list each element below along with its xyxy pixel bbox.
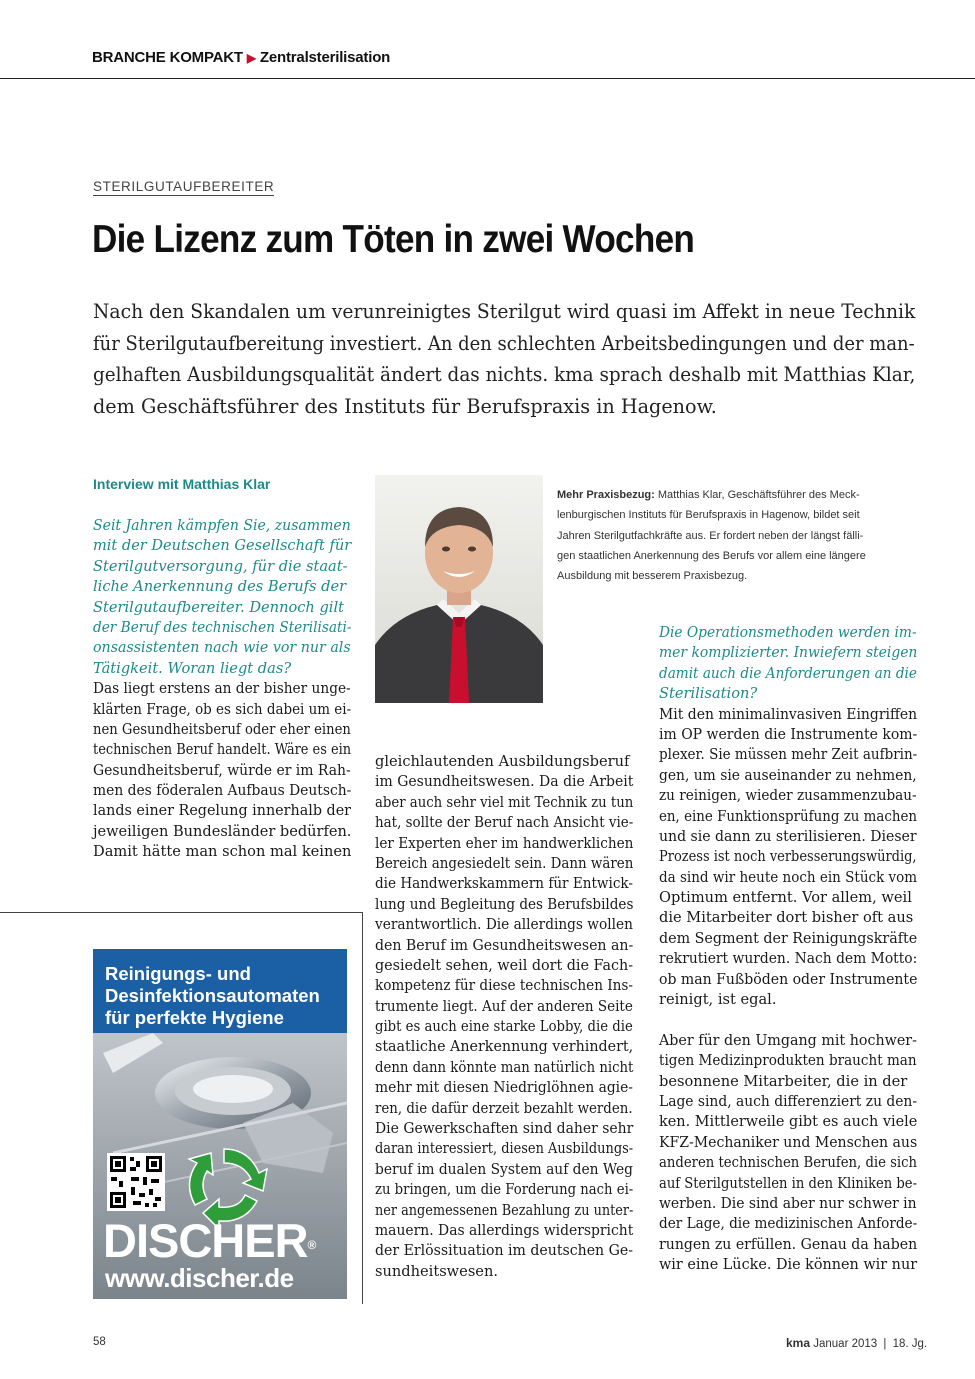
body-line: hat, sollte der Beruf nach Ansicht vie-	[375, 814, 634, 832]
answer-line: und sie dann zu sterilisieren. Dieser	[659, 827, 917, 845]
issue-date: Januar 2013	[813, 1338, 878, 1350]
answer-line: en, eine Funktionsprüfung zu machen	[659, 807, 918, 825]
answer-line: anderen technischen Berufen, die sich	[659, 1154, 918, 1172]
caption-line: lenburgischen Instituts für Berufspraxis in Hagenow, bildet seit	[557, 509, 860, 522]
registered-mark: ®	[307, 1238, 316, 1252]
answer-line: men des föderalen Aufbaus Deutsch-	[93, 782, 352, 800]
answer-line: ob man Fußböden oder Instrumente	[659, 970, 918, 988]
column-1	[93, 516, 351, 863]
body-line: trumente liegt. Auf der anderen Seite	[375, 997, 633, 1015]
answer-line: dem Segment der Reinigungskräfte	[659, 929, 918, 947]
answer-line: im OP werden die Instrumente kom-	[659, 725, 918, 743]
answer-line: Prozess ist noch verbesserungswürdig,	[659, 848, 917, 866]
body-line: gesiedelt sehen, weil dort die Fach-	[375, 956, 634, 974]
body-line: Die Gewerkschaften sind daher sehr	[375, 1120, 634, 1138]
answer-line: besonnene Mitarbeiter, die in der	[659, 1072, 908, 1090]
answer-line: rekrutiert wurden. Nach dem Motto:	[659, 950, 918, 968]
caption-line: Matthias Klar, Geschäftsführer des Meck-	[654, 489, 860, 501]
running-header	[92, 49, 390, 66]
ad-frame-right	[362, 912, 363, 1304]
answer-line: klärten Frage, ob es sich dabei um ei-	[93, 700, 352, 718]
question-line: Seit Jahren kämpfen Sie, zusammen	[93, 517, 351, 534]
lead-line: Nach den Skandalen um verunreinigtes Sterilgut wird quasi im Affekt in neue Technik	[93, 300, 916, 323]
question-line: der Beruf des technischen Sterilisati-	[93, 618, 352, 636]
body-line: staatliche Anerkennung verhindert,	[375, 1038, 634, 1056]
caption-line: Jahren Sterilgutfachkräfte aus. Er fordert neben der längst fälli-	[557, 529, 864, 542]
answer-line: jeweiligen Bundesländer bedürfen.	[93, 822, 352, 840]
body-line: den Beruf im Gesundheitswesen an-	[375, 936, 634, 954]
portrait-photo	[375, 475, 543, 703]
lead-line: gelhaften Ausbildungsqualität ändert das nichts. kma sprach deshalb mit Matthias Klar,	[93, 363, 916, 386]
page-number: 58	[93, 1336, 106, 1348]
answer-line: wir eine Lücke. Die können wir nur	[659, 1256, 918, 1274]
answer-line: ken. Mittlerweile gibt es auch viele	[659, 1113, 918, 1131]
body-line: sundheitswesen.	[375, 1262, 498, 1280]
body-line: verantwortlich. Die allerdings wollen	[375, 916, 633, 934]
column-3	[659, 623, 917, 1276]
interview-label: Interview mit Matthias Klar	[93, 476, 271, 492]
footer-separator: |	[883, 1338, 887, 1350]
answer-line: da sind wir heute noch ein Stück vom	[659, 868, 918, 886]
body-line: der Erlössituation im deutschen Ge-	[375, 1242, 633, 1260]
answer-line: lands einer Regelung innerhalb der	[93, 802, 352, 820]
paragraph-gap	[659, 1010, 917, 1030]
answer-line: Lage sind, auch differenziert zu den-	[659, 1092, 918, 1110]
body-line: lung und Begleitung des Berufsbildes	[375, 895, 634, 913]
topic-name: Zentralsterilisation	[259, 49, 391, 66]
answer-line: reinigt, ist egal.	[659, 991, 777, 1009]
ad-brand-logo	[103, 1214, 316, 1267]
answer-line: nen Gesundheitsberuf oder eher einen	[93, 720, 351, 738]
answer-line: zu reinigen, wieder zusammenzubau-	[659, 787, 917, 805]
answer-line: tigen Medizinprodukten braucht man	[659, 1052, 917, 1070]
question-line: liche Anerkennung des Berufs der	[93, 578, 347, 596]
body-line: mehr mit diesen Niedriglöhnen agie-	[375, 1079, 633, 1097]
body-line: ler Experten eher im handwerklichen	[375, 834, 634, 852]
header-rule	[0, 78, 975, 79]
question-line: mit der Deutschen Gesellschaft für	[93, 537, 352, 555]
ad-url-link[interactable]: www.discher.de	[105, 1263, 294, 1293]
question-line: onsassistenten nach wie vor nur als	[93, 639, 351, 657]
answer-line: der Lage, die medizinischen Anforde-	[659, 1215, 918, 1233]
body-line: zu bringen, um die Forderung nach ei-	[375, 1181, 634, 1199]
question-line: Tätigkeit. Woran liegt das?	[93, 659, 292, 677]
body-line: denn dann könnte man natürlich nicht	[375, 1058, 634, 1076]
article-title: Die Lizenz zum Töten in zwei Wochen	[92, 218, 695, 261]
body-line: ren, die dafür derzeit bezahlt werden.	[375, 1099, 633, 1117]
answer-line: Mit den minimalinvasiven Eingriffen	[659, 705, 918, 723]
body-line: gibt es auch eine starke Lobby, die die	[375, 1018, 633, 1036]
question-line: Sterilgutaufbereiter. Dennoch gilt	[93, 598, 345, 616]
caption-line: Ausbildung mit besserem Praxisbezug.	[557, 570, 748, 583]
body-line: aber auch sehr viel mit Technik zu tun	[375, 793, 634, 811]
discher-advertisement[interactable]	[93, 949, 347, 1299]
question-line: damit auch die Anforderungen an die	[659, 664, 917, 682]
ad-headline-line: Desinfektionsautomaten	[105, 985, 320, 1006]
answer-line: Aber für den Umgang mit hochwer-	[659, 1031, 917, 1049]
answer-line: Damit hätte man schon mal keinen	[93, 843, 352, 861]
question-line: mer komplizierter. Inwiefern steigen	[659, 644, 918, 662]
body-line: gleichlautenden Ausbildungsberuf	[375, 753, 630, 770]
ad-brand-name: DISCHER	[103, 1214, 308, 1267]
answer-line: Das liegt erstens an der bisher unge-	[93, 680, 351, 698]
answer-line: auf Sterilgutstellen in den Kliniken be-	[659, 1174, 918, 1192]
footer-right	[786, 1336, 927, 1350]
body-line: kompetenz für diese technischen Ins-	[375, 977, 633, 995]
article-lead	[93, 296, 916, 422]
answer-line: Gesundheitsberuf, würde er im Rah-	[93, 761, 351, 779]
body-line: Bereich angesiedelt sein. Dann wären	[375, 854, 634, 872]
question-line: Sterilisation?	[659, 685, 758, 703]
body-line: mauern. Das allerdings widerspricht	[375, 1221, 634, 1239]
lead-line: für Sterilgutaufbereitung investiert. An den schlechten Arbeitsbedingungen und der man-	[93, 331, 915, 355]
answer-line: plexer. Sie müssen mehr Zeit aufbrin-	[659, 746, 918, 764]
body-line: daran interessiert, diesen Ausbildungs-	[375, 1140, 634, 1158]
answer-line: technischen Beruf handelt. Wäre es ein	[93, 741, 352, 759]
arrow-right-icon: ▶	[246, 51, 256, 65]
caption-line: gen staatlichen Anerkennung des Berufs vor allem eine längere	[557, 549, 866, 562]
body-line: ner angemessenen Bezahlung zu unter-	[375, 1201, 634, 1219]
answer-line: werben. Die sind aber nur schwer in	[659, 1194, 917, 1212]
ad-headline	[105, 963, 320, 1029]
ad-headline-line: für perfekte Hygiene	[105, 1007, 284, 1028]
caption-label: Mehr Praxisbezug:	[557, 489, 655, 501]
ad-headline-line: Reinigungs- und	[105, 963, 251, 984]
volume: 18. Jg.	[892, 1338, 928, 1350]
question-line: Sterilgutversorgung, für die staat-	[93, 557, 348, 575]
body-line: im Gesundheitswesen. Da die Arbeit	[375, 773, 634, 791]
qr-code-icon[interactable]	[107, 1153, 165, 1211]
body-line: die Handwerkskammern für Entwick-	[375, 875, 633, 893]
section-name: BRANCHE KOMPAKT	[92, 49, 243, 66]
answer-line: rungen zu erfüllen. Genau da haben	[659, 1235, 918, 1253]
photo-caption	[557, 485, 917, 586]
lead-line: dem Geschäftsführer des Instituts für Berufspraxis in Hagenow.	[93, 394, 717, 418]
question-line: Die Operationsmethoden werden im-	[659, 624, 917, 641]
magazine-name: kma	[786, 1336, 811, 1350]
kicker: STERILGUTAUFBEREITER	[93, 179, 275, 194]
answer-line: die Mitarbeiter dort bisher oft aus	[659, 909, 914, 927]
answer-line: KFZ-Mechaniker und Menschen aus	[659, 1133, 918, 1151]
body-line: beruf im dualen System auf den Weg	[375, 1160, 633, 1178]
answer-line: Optimum entfernt. Vor allem, weil	[659, 889, 912, 907]
answer-line: gen, um sie auseinander zu nehmen,	[659, 766, 917, 784]
column-2	[375, 752, 633, 1282]
ad-frame-top	[0, 912, 363, 913]
